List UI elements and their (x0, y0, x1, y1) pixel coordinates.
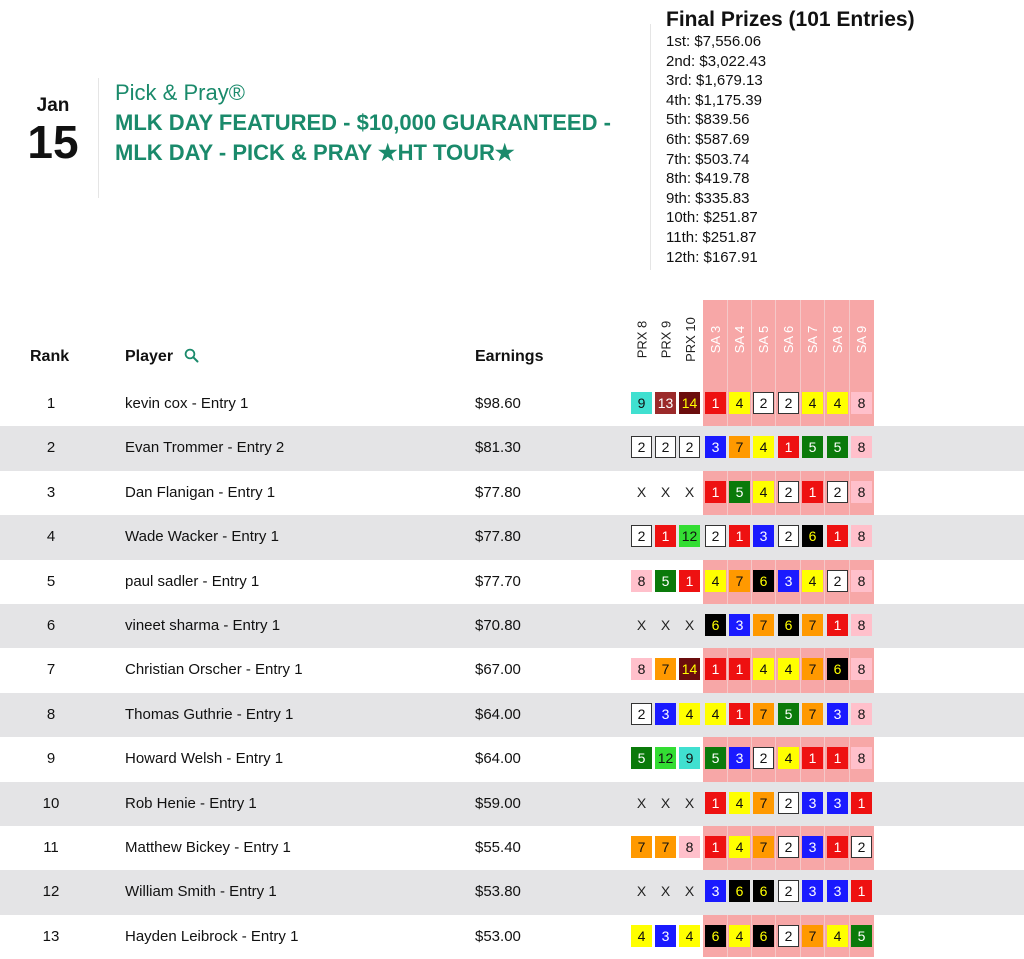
pick-cell: 14 (679, 392, 700, 414)
pick-cell: 4 (729, 792, 750, 814)
final-prizes-heading: Final Prizes (101 Entries) (666, 8, 915, 31)
pick-cell: 2 (753, 392, 774, 414)
pick-cell: 3 (729, 614, 750, 636)
pick-cell: 8 (851, 614, 872, 636)
race-column-label: SA 5 (756, 325, 772, 353)
pick-cell: X (684, 616, 695, 633)
player-header-label: Player (125, 348, 174, 365)
pick-cell: X (660, 483, 671, 500)
table-row[interactable] (0, 648, 1024, 692)
pick-cell: 3 (778, 570, 799, 592)
pick-cell: 1 (729, 525, 750, 547)
table-row[interactable] (0, 515, 1024, 559)
pick-cell: 2 (778, 392, 799, 414)
pick-cell: X (660, 883, 671, 900)
pick-cell: 5 (851, 925, 872, 947)
prize-line: 4th: $1,175.39 (666, 91, 762, 109)
race-column-label: PRX 9 (658, 320, 674, 358)
prize-line: 10th: $251.87 (666, 209, 758, 227)
rank-cell: 3 (46, 483, 56, 501)
rank-cell: 6 (46, 616, 56, 634)
pick-cell: 9 (631, 392, 652, 414)
pick-cell: X (684, 883, 695, 900)
table-row[interactable] (0, 382, 1024, 426)
event-day: 15 (27, 116, 79, 168)
pick-cell: 7 (802, 614, 823, 636)
rank-cell: 12 (42, 883, 60, 901)
pick-cell: 4 (631, 925, 652, 947)
table-row[interactable] (0, 915, 1024, 959)
rank-cell: 4 (46, 528, 56, 546)
event-month: Jan (36, 95, 70, 116)
pick-cell: 13 (655, 392, 676, 414)
pick-cell: 4 (705, 570, 726, 592)
earnings-cell: $77.70 (475, 572, 521, 590)
table-row[interactable] (0, 870, 1024, 914)
rank-cell: 11 (43, 838, 59, 856)
pick-cell: 8 (851, 747, 872, 769)
race-column-label: SA 4 (732, 325, 748, 353)
race-column-header (654, 302, 678, 376)
event-date (20, 95, 86, 167)
player-name[interactable]: Evan Trommer - Entry 2 (125, 439, 285, 457)
contest-brand: Pick & Pray® (115, 80, 245, 105)
pick-cell: 3 (655, 703, 676, 725)
event-header (0, 0, 1024, 290)
pick-cell: 7 (802, 925, 823, 947)
pick-cell: 2 (778, 792, 799, 814)
pick-cell: 6 (753, 570, 774, 592)
player-name[interactable]: paul sadler - Entry 1 (125, 572, 260, 590)
prize-line: 1st: $7,556.06 (666, 33, 762, 50)
pick-cell: 7 (753, 836, 774, 858)
prize-line: 3rd: $1,679.13 (666, 72, 763, 90)
pick-cell: 2 (827, 570, 848, 592)
pick-cell: 3 (753, 525, 774, 547)
earnings-cell: $77.80 (475, 483, 521, 501)
table-row[interactable] (0, 604, 1024, 648)
race-column-label: SA 3 (708, 325, 724, 353)
pick-cell: 2 (778, 525, 799, 547)
table-header (0, 300, 1024, 382)
pick-cell: X (660, 616, 671, 633)
pick-cell: 7 (631, 836, 652, 858)
pick-cell: 6 (705, 925, 726, 947)
pick-cell: 7 (729, 570, 750, 592)
rank-cell: 10 (42, 794, 60, 812)
pick-cell: 6 (753, 925, 774, 947)
pick-cell: 2 (631, 703, 652, 725)
pick-cell: 8 (851, 481, 872, 503)
player-name[interactable]: Christian Orscher - Entry 1 (125, 661, 303, 679)
pick-cell: 2 (778, 836, 799, 858)
pick-cell: 8 (851, 525, 872, 547)
pick-cell: 3 (827, 703, 848, 725)
pick-cell: 5 (705, 747, 726, 769)
pick-cell: 1 (679, 570, 700, 592)
pick-cell: 4 (753, 436, 774, 458)
pick-cell: 4 (802, 392, 823, 414)
pick-cell: 3 (827, 792, 848, 814)
pick-cell: 7 (802, 658, 823, 680)
race-column-header (630, 302, 654, 376)
pick-cell: 2 (631, 436, 652, 458)
pick-cell: 9 (679, 747, 700, 769)
race-column-header (826, 302, 850, 376)
player-name[interactable]: kevin cox - Entry 1 (125, 395, 249, 412)
pick-cell: 1 (705, 836, 726, 858)
pick-cell: 6 (729, 880, 750, 902)
player-name[interactable]: William Smith - Entry 1 (125, 883, 277, 901)
pick-cell: 1 (778, 436, 799, 458)
pick-cell: 2 (631, 525, 652, 547)
player-name[interactable]: Thomas Guthrie - Entry 1 (125, 705, 294, 723)
pick-cell: 4 (802, 570, 823, 592)
pick-cell: 2 (655, 436, 676, 458)
pick-cell: 1 (705, 392, 726, 414)
rank-cell: 13 (42, 927, 60, 945)
pick-cell: 1 (802, 481, 823, 503)
prize-line: 6th: $587.69 (666, 130, 750, 148)
rank-cell: 8 (46, 705, 56, 723)
contest-title: MLK DAY FEATURED - $10,000 GUARANTEED - MLK DAY - PICK & PRAY ★HT TOUR★ (115, 110, 611, 165)
pick-cell: 3 (802, 836, 823, 858)
rank-cell: 9 (46, 750, 56, 768)
pick-cell: 1 (827, 525, 848, 547)
prize-line: 8th: $419.78 (666, 170, 750, 188)
pick-cell: 2 (778, 880, 799, 902)
pick-cell: 1 (827, 836, 848, 858)
earnings-cell: $59.00 (475, 794, 521, 812)
pick-cell: 3 (802, 880, 823, 902)
pick-cell: 7 (753, 792, 774, 814)
pick-cell: 1 (827, 614, 848, 636)
pick-cell: 4 (705, 703, 726, 725)
race-column-header (850, 302, 874, 376)
pick-cell: 7 (729, 436, 750, 458)
earnings-cell: $53.00 (475, 927, 521, 945)
prize-line: 5th: $839.56 (666, 111, 750, 129)
prize-line: 9th: $335.83 (666, 189, 750, 207)
pick-cell: 3 (705, 436, 726, 458)
pick-cell: 5 (631, 747, 652, 769)
pick-cell: 4 (679, 925, 700, 947)
pick-cell: 3 (729, 747, 750, 769)
race-column-label: SA 7 (805, 325, 821, 353)
pick-cell: 7 (802, 703, 823, 725)
table-row[interactable] (0, 737, 1024, 781)
race-column-header (777, 302, 801, 376)
player-name[interactable]: Hayden Leibrock - Entry 1 (125, 927, 299, 945)
pick-cell: 8 (851, 703, 872, 725)
pick-cell: 4 (729, 836, 750, 858)
leaderboard-table (0, 300, 1024, 959)
pick-cell: 5 (655, 570, 676, 592)
pick-cell: 6 (827, 658, 848, 680)
pick-cell: 14 (679, 658, 700, 680)
earnings-cell: $98.60 (475, 395, 521, 412)
pick-cell: 2 (851, 836, 872, 858)
race-column-label: PRX 8 (634, 320, 650, 358)
pick-cell: 6 (753, 880, 774, 902)
race-column-header (801, 302, 825, 376)
player-name[interactable]: Rob Henie - Entry 1 (125, 794, 257, 812)
player-name[interactable]: Howard Welsh - Entry 1 (125, 750, 284, 768)
pick-cell: 7 (753, 614, 774, 636)
race-column-label: SA 9 (854, 325, 870, 353)
pick-cell: 3 (802, 792, 823, 814)
pick-cell: 8 (851, 436, 872, 458)
pick-cell: 2 (778, 481, 799, 503)
pick-cell: 8 (631, 570, 652, 592)
prize-line: 11th: $251.87 (666, 228, 757, 246)
pick-cell: 5 (729, 481, 750, 503)
pick-cell: 1 (655, 525, 676, 547)
race-column-header (728, 302, 752, 376)
pick-cell: 5 (802, 436, 823, 458)
player-name[interactable]: vineet sharma - Entry 1 (125, 616, 281, 634)
pick-cell: X (636, 883, 647, 900)
rank-header: Rank (30, 348, 70, 365)
pick-cell: 7 (655, 836, 676, 858)
rank-cell: 5 (46, 572, 56, 590)
rank-cell: 7 (46, 661, 56, 679)
divider (98, 78, 99, 198)
race-column-label: SA 8 (830, 325, 846, 353)
pick-cell: 7 (753, 703, 774, 725)
pick-cell: 8 (851, 570, 872, 592)
player-name[interactable]: Wade Wacker - Entry 1 (125, 528, 279, 546)
pick-cell: X (660, 794, 671, 811)
pick-cell: X (636, 483, 647, 500)
pick-cell: 4 (679, 703, 700, 725)
pick-cell: X (684, 794, 695, 811)
race-column-label: PRX 10 (682, 316, 698, 362)
pick-cell: 6 (802, 525, 823, 547)
pick-cell: X (636, 616, 647, 633)
pick-cell: 8 (851, 392, 872, 414)
table-row[interactable] (0, 426, 1024, 470)
earnings-cell: $64.00 (475, 750, 521, 768)
pick-cell: X (684, 483, 695, 500)
earnings-cell: $77.80 (475, 528, 521, 546)
pick-cell: 4 (753, 481, 774, 503)
pick-cell: 4 (827, 392, 848, 414)
pick-cell: 8 (851, 658, 872, 680)
pick-cell: 12 (679, 525, 700, 547)
pick-cell: 4 (729, 925, 750, 947)
pick-cell: 6 (778, 614, 799, 636)
pick-cell: 1 (705, 792, 726, 814)
pick-cell: 3 (705, 880, 726, 902)
pick-cell: 3 (827, 880, 848, 902)
contest-title-block (115, 80, 635, 168)
rank-cell: 2 (46, 439, 56, 457)
earnings-header: Earnings (475, 348, 544, 365)
pick-cell: 1 (851, 880, 872, 902)
earnings-cell: $67.00 (475, 661, 521, 679)
player-header (125, 348, 199, 366)
pick-cell: 1 (705, 658, 726, 680)
prize-line: 12th: $167.91 (666, 248, 758, 266)
leaderboard-rows (0, 382, 1024, 959)
earnings-cell: $81.30 (475, 439, 521, 457)
prize-line: 2nd: $3,022.43 (666, 52, 767, 70)
pick-cell: 1 (851, 792, 872, 814)
earnings-cell: $70.80 (475, 616, 521, 634)
earnings-cell: $55.40 (475, 838, 521, 856)
pick-cell: 4 (778, 658, 799, 680)
pick-cell: 1 (705, 481, 726, 503)
final-prizes (666, 8, 915, 267)
pick-cell: 4 (778, 747, 799, 769)
race-column-label: SA 6 (781, 325, 797, 353)
pick-cell: 1 (827, 747, 848, 769)
pick-cell: 4 (827, 925, 848, 947)
divider (650, 24, 651, 270)
earnings-cell: $53.80 (475, 883, 521, 901)
pick-cell: 2 (679, 436, 700, 458)
pick-cell: 1 (729, 658, 750, 680)
table-row[interactable] (0, 471, 1024, 515)
search-icon[interactable] (184, 348, 199, 363)
earnings-cell: $64.00 (475, 705, 521, 723)
pick-cell: 6 (705, 614, 726, 636)
pick-cell: 7 (655, 658, 676, 680)
pick-cell: 1 (729, 703, 750, 725)
race-column-header (678, 302, 702, 376)
pick-cell: 8 (679, 836, 700, 858)
pick-cell: 8 (631, 658, 652, 680)
table-row[interactable] (0, 782, 1024, 826)
pick-cell: 5 (778, 703, 799, 725)
player-name[interactable]: Dan Flanigan - Entry 1 (125, 483, 276, 501)
player-name[interactable]: Matthew Bickey - Entry 1 (125, 838, 291, 856)
prize-line: 7th: $503.74 (666, 150, 750, 168)
pick-cell: 12 (655, 747, 676, 769)
table-row[interactable] (0, 826, 1024, 870)
rank-cell: 1 (46, 395, 56, 412)
pick-cell: 4 (729, 392, 750, 414)
pick-cell: 2 (753, 747, 774, 769)
race-column-header (704, 302, 728, 376)
pick-cell: 3 (655, 925, 676, 947)
table-row[interactable] (0, 693, 1024, 737)
prize-list (666, 32, 915, 267)
table-row[interactable] (0, 560, 1024, 604)
pick-cell: 5 (827, 436, 848, 458)
pick-cell: 2 (778, 925, 799, 947)
pick-cell: 2 (827, 481, 848, 503)
race-column-header (752, 302, 776, 376)
pick-cell: X (636, 794, 647, 811)
pick-cell: 1 (802, 747, 823, 769)
pick-cell: 2 (705, 525, 726, 547)
pick-cell: 4 (753, 658, 774, 680)
